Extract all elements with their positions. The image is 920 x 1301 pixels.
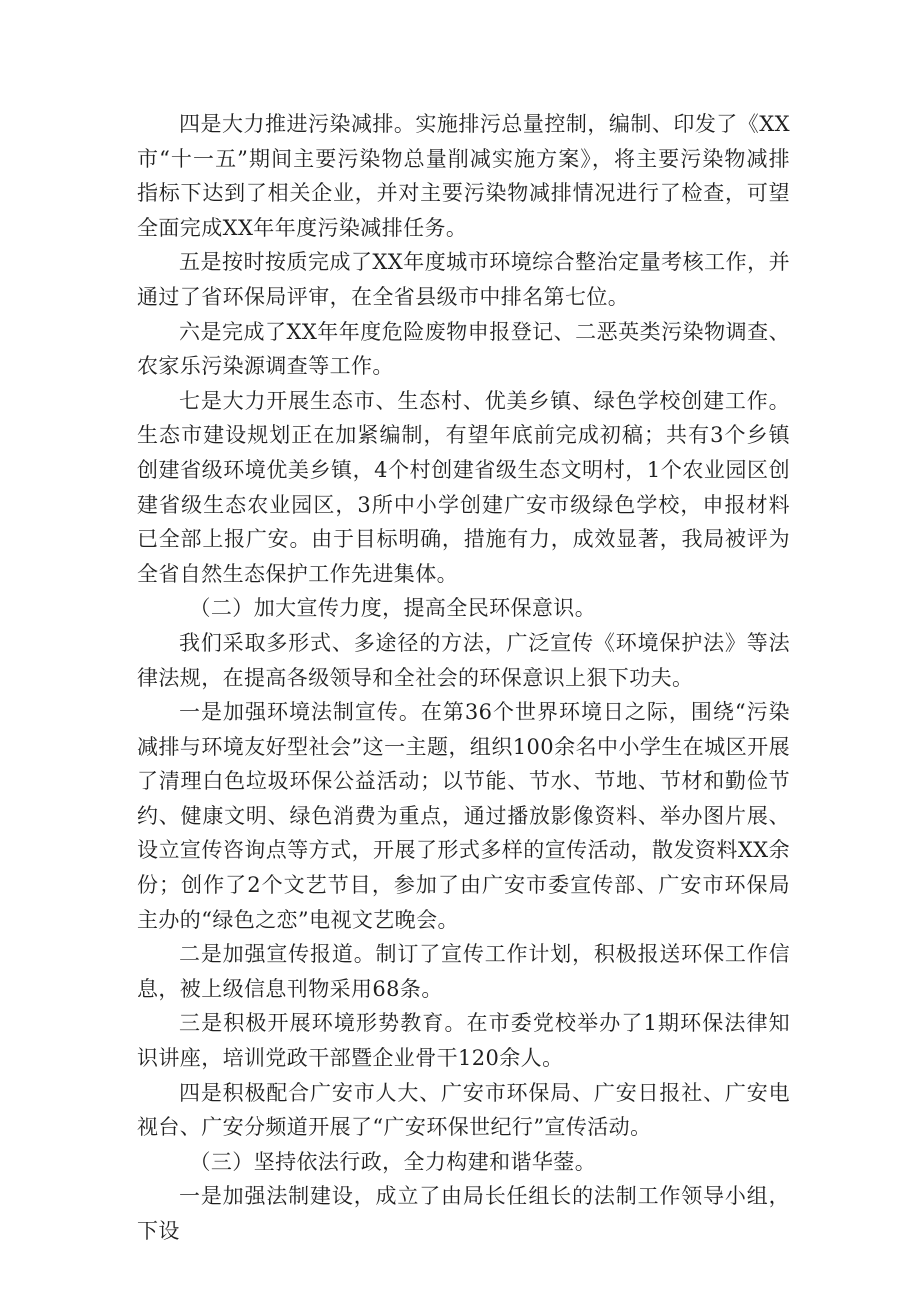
paragraph-media-reporting: 二是加强宣传报道。制订了宣传工作计划，积极报送环保工作信息，被上级信息刊物采用68条。 — [137, 942, 790, 1001]
paragraph-hazardous-waste: 六是完成了XX年年度危险废物申报登记、二恶英类污染物调查、农家乐污染源调查等工作。 — [137, 319, 790, 379]
section-heading-lawful-administration: （三）坚持依法行政，全力构建和谐华蓥。 — [189, 1149, 597, 1174]
paragraph-environment-assessment: 五是按时按质完成了XX年度城市环境综合整治定量考核工作，并通过了省环保局评审，在全省县级市中排名第七位。 — [137, 250, 790, 309]
paragraph-cooperation-campaign: 四是积极配合广安市人大、广安市环保局、广安日报社、广安电视台、广安分频道开展了“广安环保世纪行”宣传活动。 — [137, 1080, 790, 1140]
paragraph-pollution-reduction: 四是大力推进污染减排。实施排污总量控制，编制、印发了《XX市“十一五”期间主要污染物总量削减实施方案》，将主要污染物减排指标下达到了相关企业，并对主要污染物减排情况进行了检查，可望全面完成XX年年度污染减排任务。 — [137, 112, 790, 240]
section-heading-publicity: （二）加大宣传力度，提高全民环保意识。 — [189, 596, 597, 621]
paragraph-legal-publicity: 一是加强环境法制宣传。在第36个世界环境日之际，围绕“污染减排与环境友好型社会”这一主题，组织100余名中小学生在城区开展了清理白色垃圾环保公益活动；以节能、节水、节地、节材和勤俭节约、健康文明、绿色消费为重点，通过播放影像资料、举办图片展、设立宣传咨询点等方式，开展了形式多样的宣传活动，散发资料XX余份；创作了2个文艺节目，参加了由广安市委宣传部、广安市环保局主办的“绿色之恋”电视文艺晚会。 — [137, 700, 790, 932]
paragraph-ecological-construction: 七是大力开展生态市、生态村、优美乡镇、绿色学校创建工作。生态市建设规划正在加紧编制，有望年底前完成初稿；共有3个乡镇创建省级环境优美乡镇，4个村创建省级生态文明村，1个农业园区创建省级生态农业园区，3所中小学创建广安市级绿色学校，申报材料已全部上报广安。由于目标明确，措施有力，成效显著，我局被评为全省自然生态保护工作先进集体。 — [137, 388, 790, 586]
paragraph-publicity-intro: 我们采取多形式、多途径的方法，广泛宣传《环境保护法》等法律法规，在提高各级领导和全社会的环保意识上狠下功夫。 — [137, 630, 790, 690]
paragraph-situation-education: 三是积极开展环境形势教育。在市委党校举办了1期环保法律知识讲座，培训党政干部暨企业骨干120余人。 — [137, 1011, 790, 1071]
paragraph-legal-system: 一是加强法制建设，成立了由局长任组长的法制工作领导小组，下设 — [137, 1184, 790, 1243]
document-body — [137, 107, 790, 1249]
